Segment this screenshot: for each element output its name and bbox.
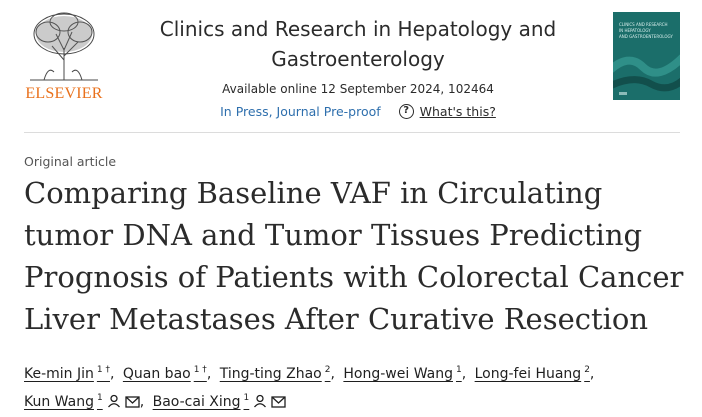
author-name: Kun Wang <box>24 394 94 410</box>
article-type: Original article <box>24 154 117 169</box>
author-name: Ting-ting Zhao <box>219 366 322 382</box>
author-affiliation: 1 † <box>193 365 207 375</box>
author-separator: , <box>206 366 212 382</box>
author-affiliation: 1 <box>96 393 103 403</box>
availability-text: Available online 12 September 2024, 102464 <box>222 82 494 96</box>
author-affiliation: 1 <box>243 393 250 403</box>
question-icon: ? <box>399 104 414 119</box>
author-line <box>24 358 684 386</box>
whats-this-label: What's this? <box>419 104 496 119</box>
person-icon <box>107 394 121 408</box>
mail-icon <box>125 396 140 408</box>
author-link[interactable] <box>24 394 140 410</box>
author-affiliation: 2 <box>584 365 590 375</box>
author-name: Bao-cai Xing <box>152 394 241 410</box>
author-list <box>24 358 684 414</box>
author-line <box>24 386 684 414</box>
author-name: Hong-wei Wang <box>343 366 453 382</box>
status-row <box>136 104 580 119</box>
author-affiliation: 1 † <box>96 365 110 375</box>
journal-info <box>136 14 580 119</box>
author-separator: , <box>589 366 595 382</box>
mail-icon <box>271 396 286 408</box>
journal-title-line2[interactable]: Gastroenterology <box>271 47 445 71</box>
author-name: Ke-min Jin <box>24 366 94 382</box>
cover-title-line3: AND GASTROENTEROLOGY <box>619 34 673 39</box>
journal-title-line1[interactable]: Clinics and Research in Hepatology and <box>159 17 557 41</box>
author-name: Quan bao <box>122 366 191 382</box>
journal-status-link[interactable]: In Press, Journal Pre-proof <box>220 104 381 119</box>
article-title-line: Liver Metastases After Curative Resection <box>24 302 649 336</box>
author-separator: , <box>461 366 467 382</box>
author-separator: , <box>330 366 335 382</box>
elsevier-tree-icon <box>24 10 104 82</box>
header-divider <box>24 132 680 133</box>
author-link[interactable] <box>153 394 287 410</box>
journal-cover-image[interactable] <box>613 12 680 100</box>
article-title-line: Comparing Baseline VAF in Circulating <box>24 176 603 210</box>
author-link[interactable] <box>24 366 110 382</box>
author-affiliation: 1 <box>455 365 462 375</box>
author-link[interactable] <box>220 366 331 382</box>
author-name: Long-fei Huang <box>474 366 582 382</box>
article-title <box>24 172 684 340</box>
author-affiliation: 2 <box>324 365 331 375</box>
article-title-line: tumor DNA and Tumor Tissues Predicting <box>24 218 643 252</box>
author-link[interactable] <box>343 366 461 382</box>
author-separator: , <box>109 366 115 382</box>
publisher-name: ELSEVIER <box>25 85 103 102</box>
author-separator: , <box>139 394 145 410</box>
person-icon <box>253 394 267 408</box>
whats-this-link[interactable] <box>399 104 496 119</box>
elsevier-logo[interactable] <box>24 10 104 102</box>
cover-art <box>613 12 680 100</box>
journal-header <box>0 0 702 133</box>
author-link[interactable] <box>475 366 590 382</box>
article-title-line: Prognosis of Patients with Colorectal Cancer <box>24 260 684 294</box>
cover-title-line2: IN HEPATOLOGY <box>619 28 651 33</box>
author-link[interactable] <box>123 366 207 382</box>
cover-title-line1: CLINICS AND RESEARCH <box>619 22 668 27</box>
